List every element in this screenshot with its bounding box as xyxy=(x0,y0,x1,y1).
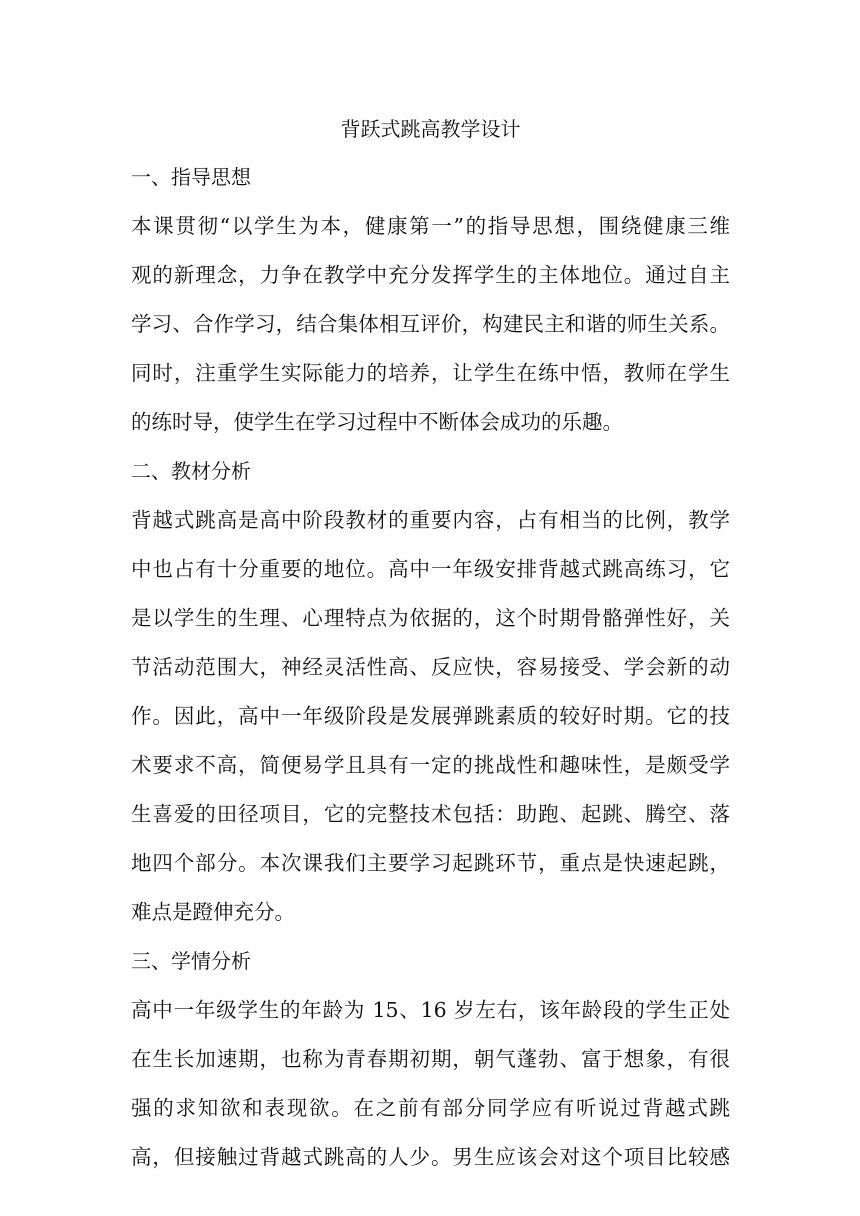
paragraph-line: 术要求不高，简便易学且具有一定的挑战性和趣味性，是颇受学 xyxy=(131,753,730,777)
section-paragraph-student-analysis xyxy=(131,991,730,1176)
paragraph-line: 在生长加速期，也称为青春期初期，朝气蓬勃、富于想象，有很 xyxy=(131,1047,730,1071)
paragraph-line: 背越式跳高是高中阶段教材的重要内容，占有相当的比例，教学 xyxy=(131,508,730,532)
paragraph-line: 是以学生的生理、心理特点为依据的，这个时期骨骼弹性好，关 xyxy=(131,606,730,630)
paragraph-line: 难点是蹬伸充分。 xyxy=(131,900,295,924)
paragraph-line: 高，但接触过背越式跳高的人少。男生应该会对这个项目比较感 xyxy=(131,1145,730,1169)
paragraph-line: 作。因此，高中一年级阶段是发展弹跳素质的较好时期。它的技 xyxy=(131,704,730,728)
section-paragraph-material-analysis xyxy=(131,501,730,931)
paragraph-line: 高中一年级学生的年龄为 15、16 岁左右，该年龄段的学生正处 xyxy=(131,998,730,1022)
paragraph-line: 观的新理念，力争在教学中充分发挥学生的主体地位。通过自主 xyxy=(131,263,730,287)
paragraph-line: 地四个部分。本次课我们主要学习起跳环节，重点是快速起跳， xyxy=(131,851,730,875)
paragraph-line: 学习、合作学习，结合集体相互评价，构建民主和谐的师生关系。 xyxy=(131,312,730,336)
document-content xyxy=(131,110,730,1176)
section-heading-material-analysis: 二、教材分析 xyxy=(131,459,251,483)
section-heading-guiding-ideology: 一、指导思想 xyxy=(131,165,251,189)
paragraph-line: 节活动范围大，神经灵活性高、反应快，容易接受、学会新的动 xyxy=(131,655,730,679)
section-paragraph-guiding-ideology xyxy=(131,207,730,441)
section-heading-student-analysis: 三、学情分析 xyxy=(131,949,251,973)
paragraph-line: 的练时导，使学生在学习过程中不断体会成功的乐趣。 xyxy=(131,410,623,434)
paragraph-line: 中也占有十分重要的地位。高中一年级安排背越式跳高练习，它 xyxy=(131,557,730,581)
paragraph-line: 强的求知欲和表现欲。在之前有部分同学应有听说过背越式跳 xyxy=(131,1096,730,1120)
paragraph-line: 本课贯彻“以学生为本，健康第一”的指导思想，围绕健康三维 xyxy=(131,214,730,238)
paragraph-line: 同时，注重学生实际能力的培养，让学生在练中悟，教师在学生 xyxy=(131,361,730,385)
paragraph-line: 生喜爱的田径项目，它的完整技术包括：助跑、起跳、腾空、落 xyxy=(131,802,730,826)
document-title: 背跃式跳高教学设计 xyxy=(340,117,521,141)
